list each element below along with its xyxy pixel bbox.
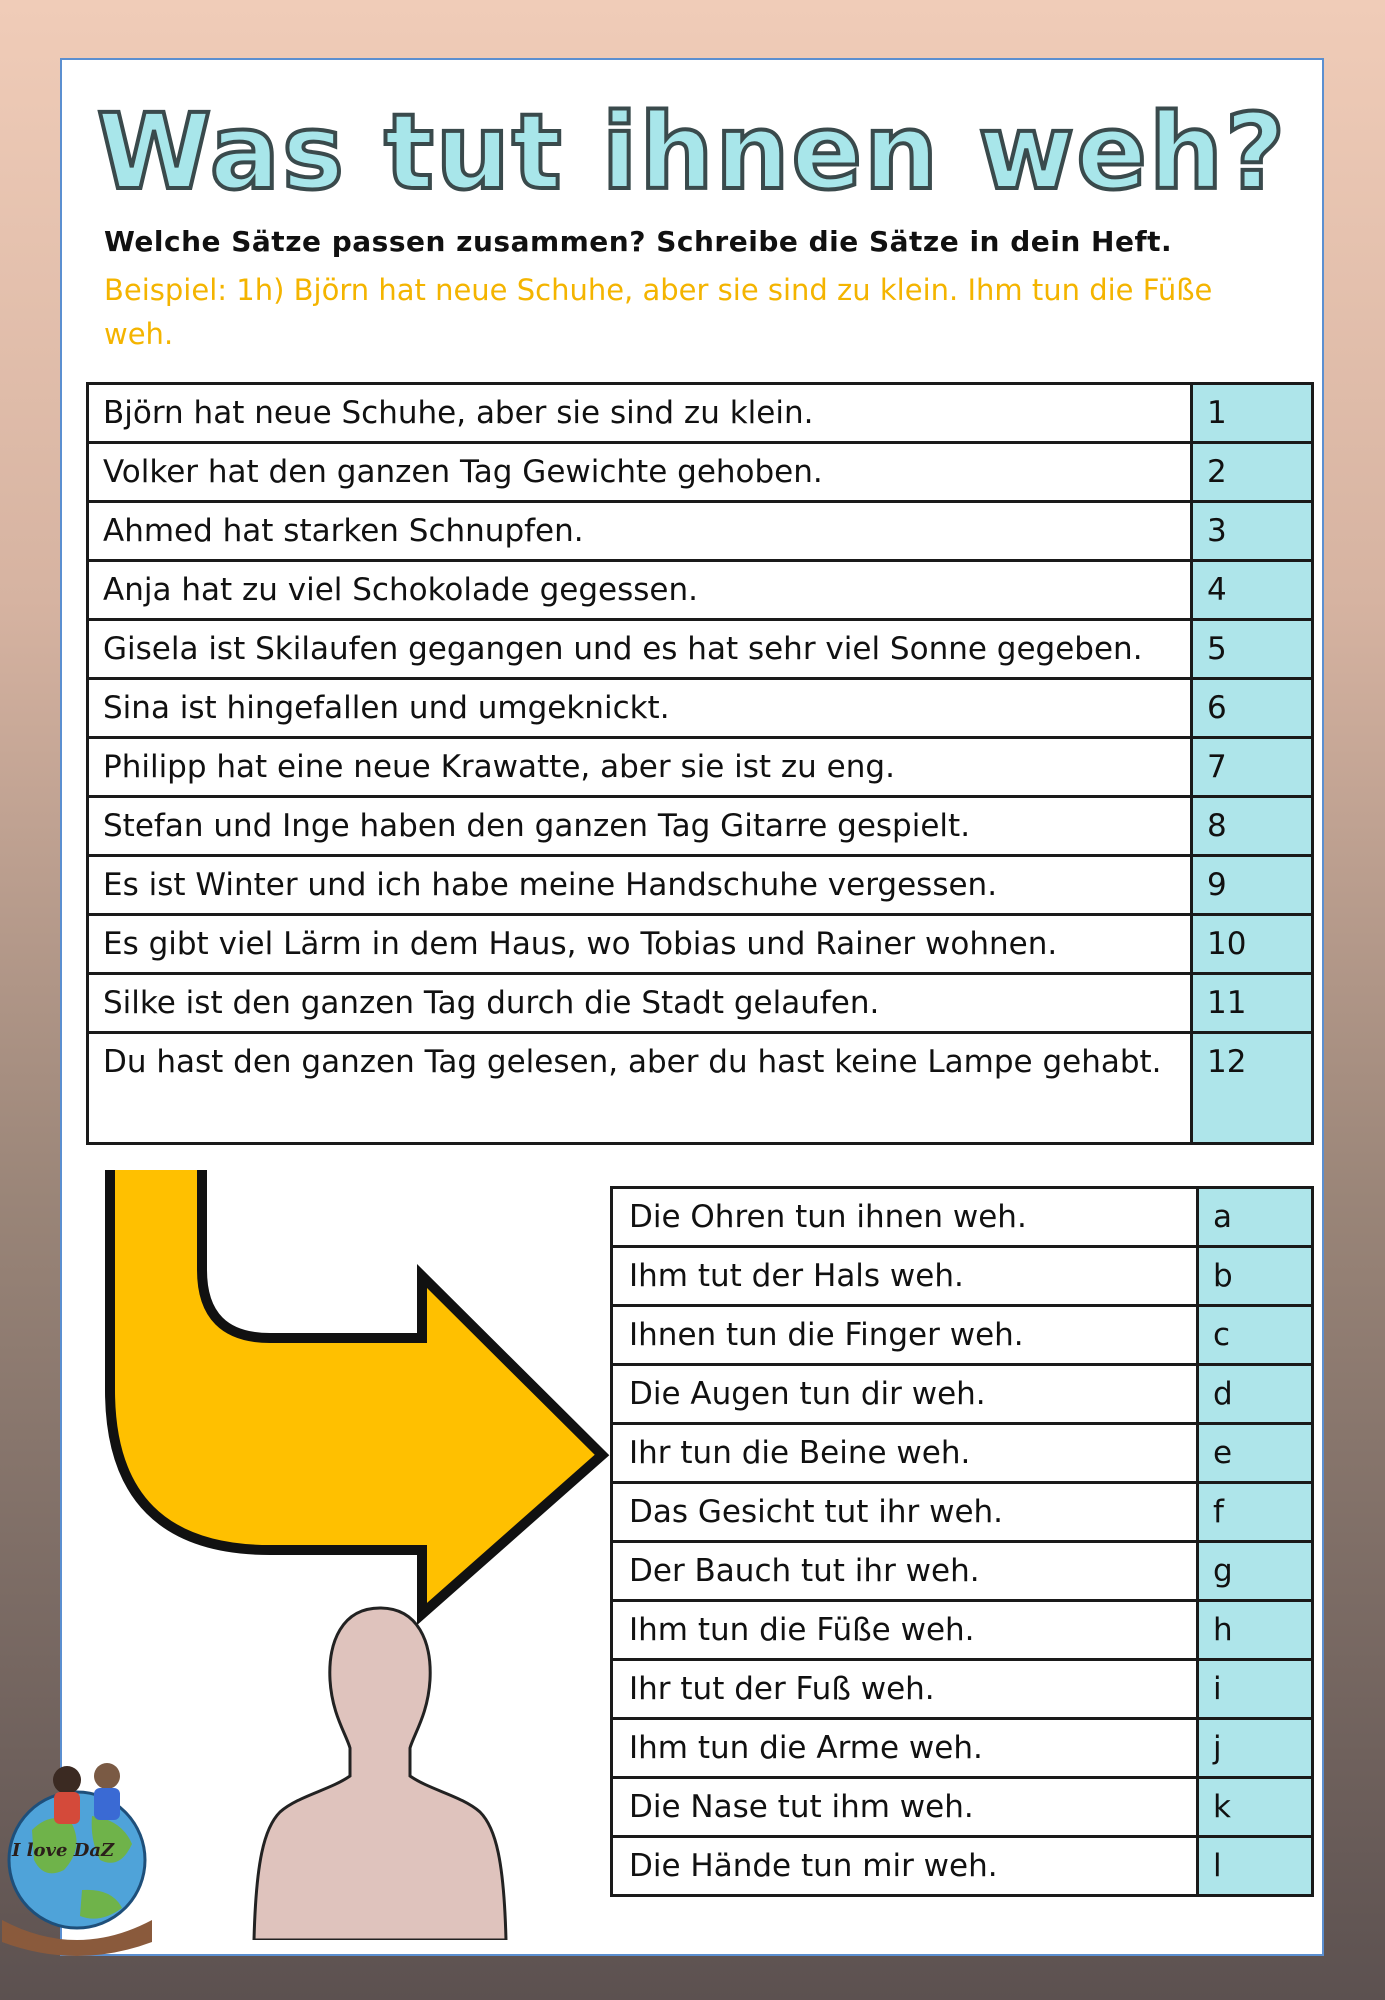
sentence-text: Gisela ist Skilaufen gegangen und es hat sehr viel Sonne gegeben.	[88, 620, 1192, 679]
answer-letter: b	[1198, 1247, 1313, 1306]
answer-row	[612, 1778, 1313, 1837]
sentence-row	[88, 1033, 1313, 1144]
answer-letter: j	[1198, 1719, 1313, 1778]
sentence-row	[88, 797, 1313, 856]
answer-text: Der Bauch tut ihr weh.	[612, 1542, 1198, 1601]
answer-letter: h	[1198, 1601, 1313, 1660]
sentence-number: 4	[1192, 561, 1313, 620]
sentence-row	[88, 561, 1313, 620]
sentence-number: 2	[1192, 443, 1313, 502]
answer-text: Die Augen tun dir weh.	[612, 1365, 1198, 1424]
sentence-row	[88, 738, 1313, 797]
sentence-row	[88, 856, 1313, 915]
answer-text: Ihr tut der Fuß weh.	[612, 1660, 1198, 1719]
sentence-number: 9	[1192, 856, 1313, 915]
answer-row	[612, 1719, 1313, 1778]
sentence-number: 12	[1192, 1033, 1313, 1144]
sentence-row	[88, 974, 1313, 1033]
answer-text: Ihr tun die Beine weh.	[612, 1424, 1198, 1483]
sentence-number: 1	[1192, 384, 1313, 443]
answers-table	[610, 1186, 1314, 1897]
sentence-number: 5	[1192, 620, 1313, 679]
page-title: Was tut ihnen weh?	[96, 91, 1288, 213]
answer-row	[612, 1247, 1313, 1306]
sentence-text: Es ist Winter und ich habe meine Handschuhe vergessen.	[88, 856, 1192, 915]
answer-text: Die Nase tut ihm weh.	[612, 1778, 1198, 1837]
sentence-number: 7	[1192, 738, 1313, 797]
answer-letter: k	[1198, 1778, 1313, 1837]
answer-letter: d	[1198, 1365, 1313, 1424]
answer-row	[612, 1188, 1313, 1247]
answer-row	[612, 1837, 1313, 1896]
sentence-row	[88, 502, 1313, 561]
answer-letter: i	[1198, 1660, 1313, 1719]
sentence-text: Volker hat den ganzen Tag Gewichte gehoben.	[88, 443, 1192, 502]
answer-letter: f	[1198, 1483, 1313, 1542]
instruction-text: Welche Sätze passen zusammen? Schreibe die Sätze in dein Heft.	[104, 225, 1173, 258]
answer-letter: a	[1198, 1188, 1313, 1247]
answer-text: Ihm tun die Arme weh.	[612, 1719, 1198, 1778]
sentence-number: 11	[1192, 974, 1313, 1033]
sentence-row	[88, 384, 1313, 443]
answer-text: Ihnen tun die Finger weh.	[612, 1306, 1198, 1365]
answer-letter: l	[1198, 1837, 1313, 1896]
answer-text: Ihm tut der Hals weh.	[612, 1247, 1198, 1306]
answer-row	[612, 1424, 1313, 1483]
sentence-row	[88, 679, 1313, 738]
sentence-text: Philipp hat eine neue Krawatte, aber sie ist zu eng.	[88, 738, 1192, 797]
sentences-table	[86, 382, 1314, 1145]
sentence-row	[88, 443, 1313, 502]
answer-text: Die Ohren tun ihnen weh.	[612, 1188, 1198, 1247]
sentence-number: 10	[1192, 915, 1313, 974]
answer-text: Das Gesicht tut ihr weh.	[612, 1483, 1198, 1542]
example-text: Beispiel: 1h) Björn hat neue Schuhe, aber sie sind zu klein. Ihm tun die Füße weh.	[104, 273, 1213, 351]
answer-row	[612, 1306, 1313, 1365]
sentence-number: 8	[1192, 797, 1313, 856]
answer-text: Ihm tun die Füße weh.	[612, 1601, 1198, 1660]
answer-letter: g	[1198, 1542, 1313, 1601]
sentence-text: Ahmed hat starken Schnupfen.	[88, 502, 1192, 561]
sentence-row	[88, 620, 1313, 679]
sentence-text: Sina ist hingefallen und umgeknickt.	[88, 679, 1192, 738]
answer-row	[612, 1601, 1313, 1660]
sentence-text: Silke ist den ganzen Tag durch die Stadt gelaufen.	[88, 974, 1192, 1033]
sentence-number: 6	[1192, 679, 1313, 738]
answer-letter: e	[1198, 1424, 1313, 1483]
answer-row	[612, 1542, 1313, 1601]
answer-text: Die Hände tun mir weh.	[612, 1837, 1198, 1896]
sentence-row	[88, 915, 1313, 974]
sentence-text: Du hast den ganzen Tag gelesen, aber du hast keine Lampe gehabt.	[88, 1033, 1192, 1144]
torso-illustration	[250, 1600, 510, 1940]
sentence-text: Björn hat neue Schuhe, aber sie sind zu klein.	[88, 384, 1192, 443]
sentence-number: 3	[1192, 502, 1313, 561]
answer-row	[612, 1483, 1313, 1542]
answer-letter: c	[1198, 1306, 1313, 1365]
sentence-text: Stefan und Inge haben den ganzen Tag Gitarre gespielt.	[88, 797, 1192, 856]
sentence-text: Anja hat zu viel Schokolade gegessen.	[88, 561, 1192, 620]
arrow-icon	[102, 1170, 642, 1650]
sentence-text: Es gibt viel Lärm in dem Haus, wo Tobias und Rainer wohnen.	[88, 915, 1192, 974]
answer-row	[612, 1660, 1313, 1719]
logo-text: I love DaZ	[12, 1840, 115, 1861]
worksheet-page	[60, 58, 1324, 1956]
answer-row	[612, 1365, 1313, 1424]
